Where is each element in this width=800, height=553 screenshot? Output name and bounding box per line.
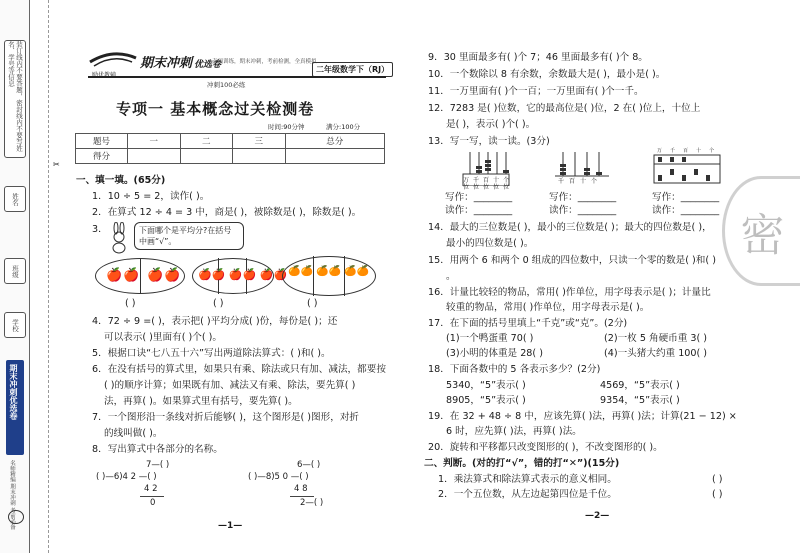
question-14-cont: 最小的四位数是( )。 — [446, 238, 534, 249]
question-3-bubble: 下面哪个是平均分?在括号中画“√”。 — [134, 222, 244, 250]
score-cell: 一 — [128, 134, 181, 149]
answer-paren-2[interactable]: ( ) — [213, 298, 224, 309]
abacus-2-read: 读作：________ — [549, 205, 617, 216]
question-14: 14．最大的三位数是( )，最小的三位数是( )；最大的四位数是( )， — [428, 222, 712, 233]
abacus-3-read: 读作：________ — [652, 205, 720, 216]
header-motto: 冲刺100必练 — [207, 81, 246, 89]
page-number-1: —1— — [218, 521, 243, 531]
question-9: 9．30 里面最多有( )个 7；46 里面最多有( )个 8。 — [428, 52, 648, 63]
answer-paren-3[interactable]: ( ) — [307, 298, 318, 309]
score-cell: 题号 — [76, 134, 128, 149]
score-table-row — [76, 134, 385, 149]
publisher-logo — [8, 510, 24, 524]
judge-2-paren[interactable]: ( ) — [712, 489, 723, 500]
question-4: 4．72 ÷ 9 =( )，表示把( )平均分成( )份，每份是( )；还 — [92, 316, 338, 327]
question-19: 19．在 32 + 48 ÷ 8 中，应该先算( )法，再算( )法；计算(21 − 12) × — [428, 411, 737, 422]
cut-mark: ✂ — [53, 160, 60, 169]
question-2: 2．在算式 12 ÷ 4 = 3 中，商是( )，被除数是( )，除数是( )。 — [92, 207, 362, 218]
question-18-1: 5340，“5”表示( ) — [446, 380, 526, 391]
page-title: 专项一 基本概念过关检测卷 — [116, 100, 315, 118]
division-1-quotient: 7—( ) — [146, 460, 170, 470]
division-2-product: 4 8 — [294, 484, 308, 494]
division-1-remainder: 0 — [150, 498, 156, 508]
orange-icon: 🍊🍊 🍊🍊 🍊🍊 — [288, 266, 370, 277]
division-1-product: 4 2 — [144, 484, 158, 494]
abacus-3-labels: 万千百十个 — [657, 148, 723, 154]
rabbit-icon — [108, 222, 130, 254]
name-label: 姓名 — [4, 186, 26, 212]
brand-title: 期末冲刺 优选卷 — [140, 56, 222, 71]
abacus-2-write: 写作：________ — [549, 192, 617, 203]
question-1: 1．10 ÷ 5 = 2，读作( )。 — [92, 191, 210, 202]
question-12-cont: 是( )，表示( )个( )。 — [446, 119, 536, 130]
question-18-4: 9354，“5”表示( ) — [600, 395, 680, 406]
score-input-cell[interactable] — [285, 149, 384, 164]
exam-time: 时间:90分钟 — [268, 123, 305, 131]
apple-icon: 🍎🍎 — [106, 268, 141, 283]
question-7: 7．一个图形沿一条线对折后能够( )，这个图形是( )图形，对折 — [92, 412, 360, 423]
question-6-cont: ( )的顺序计算；如果既有加、减法又有乘、除法，要先算( ) — [104, 380, 356, 391]
score-cell: 三 — [233, 134, 286, 149]
question-15-cont: 。 — [446, 271, 456, 282]
question-19-cont: 6 时，应先算( )法，再算( )法。 — [446, 426, 582, 437]
question-16-cont: 较重的物品，常用( )作单位，用字母表示是( )。 — [446, 302, 650, 313]
question-12: 12．7283 是( )位数，它的最高位是( )位，2 在( )位上，十位上 — [428, 103, 701, 114]
question-17-3: (3)小明的体重是 28( ) — [446, 348, 543, 359]
score-table-row — [76, 149, 385, 164]
binding-notice — [4, 40, 26, 158]
division-2-remainder: 2—( ) — [300, 498, 324, 508]
division-2-main: ( )—8)5 0 —( ) — [248, 472, 309, 482]
judge-2: 2．一个五位数，从左边起第四位是千位。 — [438, 489, 617, 500]
brand-tag: 名师精编 期末冲刺 考前必备 — [9, 460, 15, 530]
page-number-2: —2— — [585, 511, 610, 521]
question-17-1: (1)一个鸭蛋重 70( ) — [446, 333, 534, 344]
section-fill: 一、填一填。(65分) — [76, 175, 166, 186]
question-13: 13．写一写，读一读。(3分) — [428, 136, 550, 147]
class-label: 班级 — [4, 258, 26, 284]
answer-paren-1[interactable]: ( ) — [125, 298, 136, 309]
question-6: 6．在没有括号的算式里，如果只有乘、除法或只有加、减法，都要按 — [92, 364, 386, 375]
apple-icon: 🍎🍎 — [147, 268, 182, 283]
question-6-cont2: 法，再算( )。如果算式里有括号，要先算( )。 — [104, 396, 298, 407]
question-18: 18．下面各数中的 5 各表示多少？(2分) — [428, 364, 601, 375]
score-table — [75, 133, 385, 164]
binding-notice-text: 装订线内不要答题，密封线内不要写姓名、学号等信息 — [7, 41, 23, 152]
grade-label: 二年级数学下（RJ） — [312, 62, 393, 77]
question-3-num: 3． — [92, 224, 108, 235]
publisher-logo-head — [88, 48, 138, 70]
question-4-cont: 可以表示( )里面有( )个( )。 — [104, 332, 222, 343]
score-cell: 总分 — [285, 134, 384, 149]
abacus-2-labels: 千百十个 — [558, 178, 603, 185]
header-rule — [88, 76, 386, 78]
score-input-cell[interactable] — [180, 149, 233, 164]
question-5: 5．根据口诀“七八五十六”写出两道除法算式：( )和( )。 — [92, 348, 331, 359]
apple-icon: 🍎🍎 🍎🍎 🍎🍎 — [198, 268, 288, 281]
abacus-3 — [653, 147, 721, 185]
binding-strip — [0, 0, 30, 553]
question-17: 17．在下面的括号里填上“千克”或“克”。(2分) — [428, 318, 628, 329]
judge-1: 1．乘法算式和除法算式表示的意义相同。 — [438, 474, 617, 485]
judge-1-paren[interactable]: ( ) — [712, 474, 723, 485]
score-input-cell[interactable] — [233, 149, 286, 164]
question-17-4: (4)一头猪大约重 100( ) — [604, 348, 708, 359]
question-18-2: 4569，“5”表示( ) — [600, 380, 680, 391]
question-8: 8．写出算式中各部分的名称。 — [92, 444, 223, 455]
school-label: 学校 — [4, 312, 26, 338]
abacus-1-read: 读作：________ — [445, 205, 513, 216]
brand-strip: 期末冲刺优选卷 — [6, 360, 24, 455]
question-17-2: (2)一枚 5 角硬币重 3( ) — [604, 333, 708, 344]
cut-line — [48, 0, 49, 553]
question-20: 20．旋转和平移都只改变图形的( )，不改变图形的( )。 — [428, 442, 663, 453]
abacus-1-labels-pos: 位位位位位 — [463, 184, 514, 191]
question-10: 10．一个数除以 8 有余数，余数最大是( )，最小是( )。 — [428, 69, 666, 80]
question-16: 16．计量比较轻的物品，常用( )作单位，用字母表示是( )；计量比 — [428, 287, 711, 298]
question-7-cont: 的线叫做( )。 — [104, 428, 163, 439]
division-2-quotient: 6—( ) — [297, 460, 321, 470]
abacus-1-write: 写作：________ — [445, 192, 513, 203]
section-judge: 二、判断。(对的打“√”，错的打“✕”)(15分) — [424, 458, 620, 469]
score-cell: 二 — [180, 134, 233, 149]
abacus-3-write: 写作：________ — [652, 192, 720, 203]
exam-score: 满分:100分 — [326, 123, 361, 131]
confidential-stamp: 密 — [722, 176, 800, 286]
abacus-1-labels: 万千百十个 — [463, 177, 514, 184]
header-slogan: 专项训练，期末冲刺，考前检测，全真模拟 — [212, 59, 317, 65]
question-18-3: 8905，“5”表示( ) — [446, 395, 526, 406]
score-cell: 得分 — [76, 149, 128, 164]
question-15: 15．用两个 6 和两个 0 组成的四位数中，只读一个零的数是( )和( ) — [428, 255, 716, 266]
score-input-cell[interactable] — [128, 149, 181, 164]
division-1-main: ( )—6)4 2 —( ) — [96, 472, 157, 482]
question-11: 11．一万里面有( )个一百；一万里面有( )个一千。 — [428, 86, 644, 97]
